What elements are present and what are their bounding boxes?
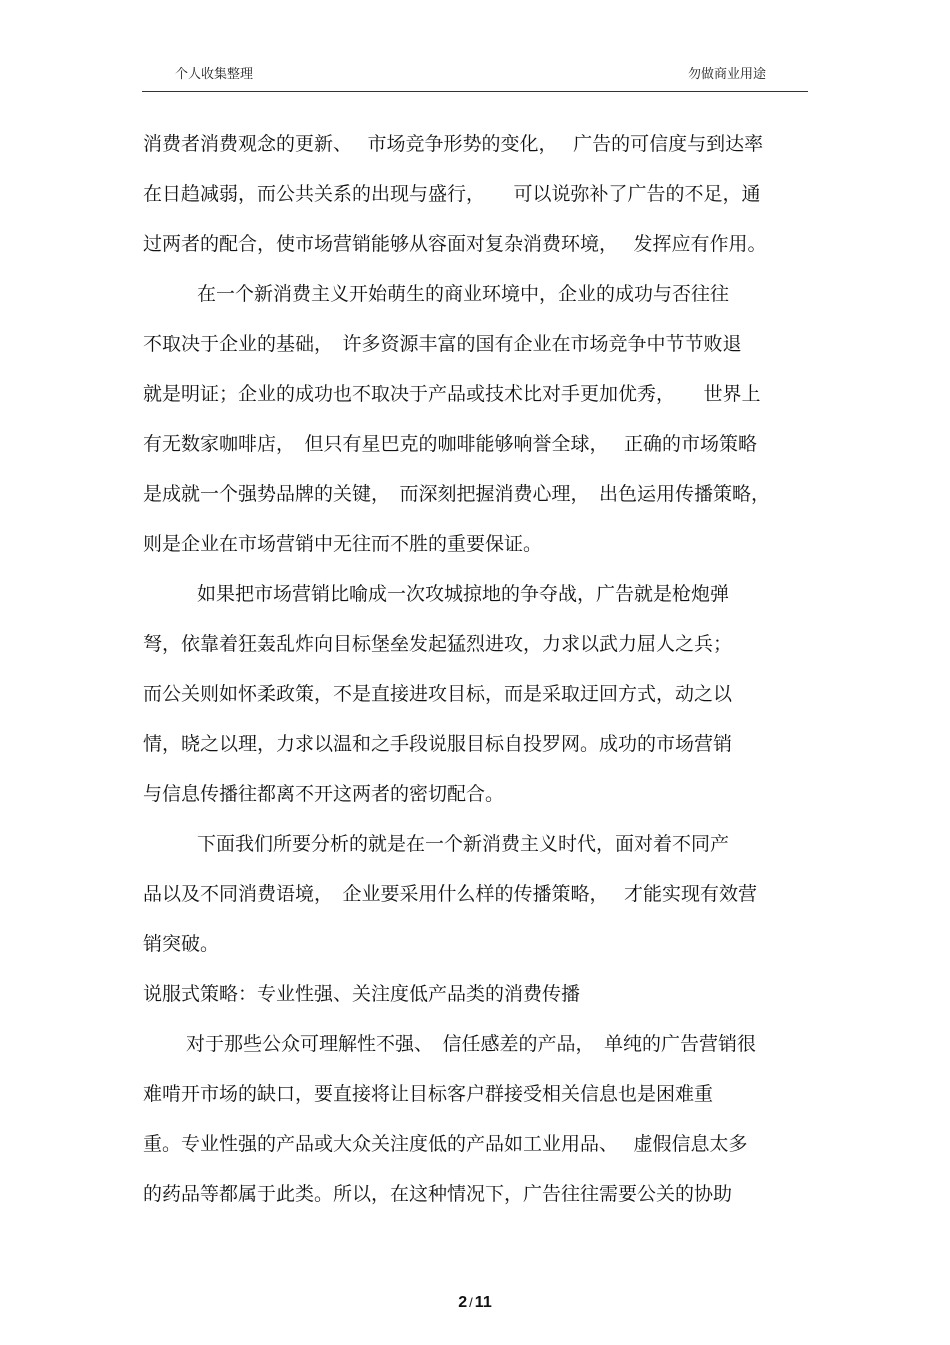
header-divider bbox=[142, 91, 808, 92]
page-total: 11 bbox=[474, 1294, 492, 1311]
body-line: 对于那些公众可理解性不强、 信任感差的产品， 单纯的广告营销很 bbox=[186, 1033, 757, 1055]
page-number bbox=[0, 1293, 950, 1313]
header-left-text: 个人收集整理 bbox=[175, 67, 254, 82]
body-line: 是成就一个强势品牌的关键， 而深刻把握消费心理， 出色运用传播策略， bbox=[143, 483, 771, 505]
body-line: 则是企业在市场营销中无往而不胜的重要保证。 bbox=[143, 533, 543, 555]
body-line: 就是明证；企业的成功也不取决于产品或技术比对手更加优秀， 世界上 bbox=[143, 383, 761, 405]
body-line: 消费者消费观念的更新、 市场竞争形势的变化， 广告的可信度与到达率 bbox=[143, 133, 764, 155]
body-line: 难啃开市场的缺口，要直接将让目标客户群接受相关信息也是困难重 bbox=[143, 1083, 714, 1105]
body-line: 销突破。 bbox=[143, 933, 220, 955]
header-right-text: 勿做商业用途 bbox=[687, 67, 766, 82]
body-line: 重。专业性强的产品或大众关注度低的产品如工业用品、 虚假信息太多 bbox=[143, 1133, 748, 1155]
body-line: 情，晓之以理，力求以温和之手段说服目标自投罗网。成功的市场营销 bbox=[143, 733, 733, 755]
body-line: 不取决于企业的基础， 许多资源丰富的国有企业在市场竞争中节节败退 bbox=[143, 333, 742, 355]
body-line: 而公关则如怀柔政策，不是直接进攻目标，而是采取迂回方式，动之以 bbox=[143, 683, 733, 705]
page-current: 2 bbox=[458, 1294, 468, 1311]
body-line: 下面我们所要分析的就是在一个新消费主义时代，面对着不同产 bbox=[197, 833, 730, 855]
body-line: 品以及不同消费语境， 企业要采用什么样的传播策略， 才能实现有效营 bbox=[143, 883, 758, 905]
section-heading: 说服式策略：专业性强、关注度低产品类的消费传播 bbox=[143, 983, 581, 1005]
body-line: 弩，依靠着狂轰乱炸向目标堡垒发起猛烈进攻，力求以武力屈人之兵； bbox=[143, 633, 733, 655]
body-line: 有无数家咖啡店， 但只有星巴克的咖啡能够响誉全球， 正确的市场策略 bbox=[143, 433, 758, 455]
body-line: 与信息传播往都离不开这两者的密切配合。 bbox=[143, 783, 505, 805]
page-separator: / bbox=[469, 1295, 473, 1310]
body-line: 的药品等都属于此类。所以，在这种情况下，广告往往需要公关的协助 bbox=[143, 1183, 733, 1205]
body-line: 在日趋减弱，而公共关系的出现与盛行， 可以说弥补了广告的不足，通 bbox=[143, 183, 761, 205]
body-line: 在一个新消费主义开始萌生的商业环境中，企业的成功与否往往 bbox=[197, 283, 730, 305]
body-line: 过两者的配合，使市场营销能够从容面对复杂消费环境， 发挥应有作用。 bbox=[143, 233, 767, 255]
body-line: 如果把市场营销比喻成一次攻城掠地的争夺战，广告就是枪炮弹 bbox=[197, 583, 730, 605]
